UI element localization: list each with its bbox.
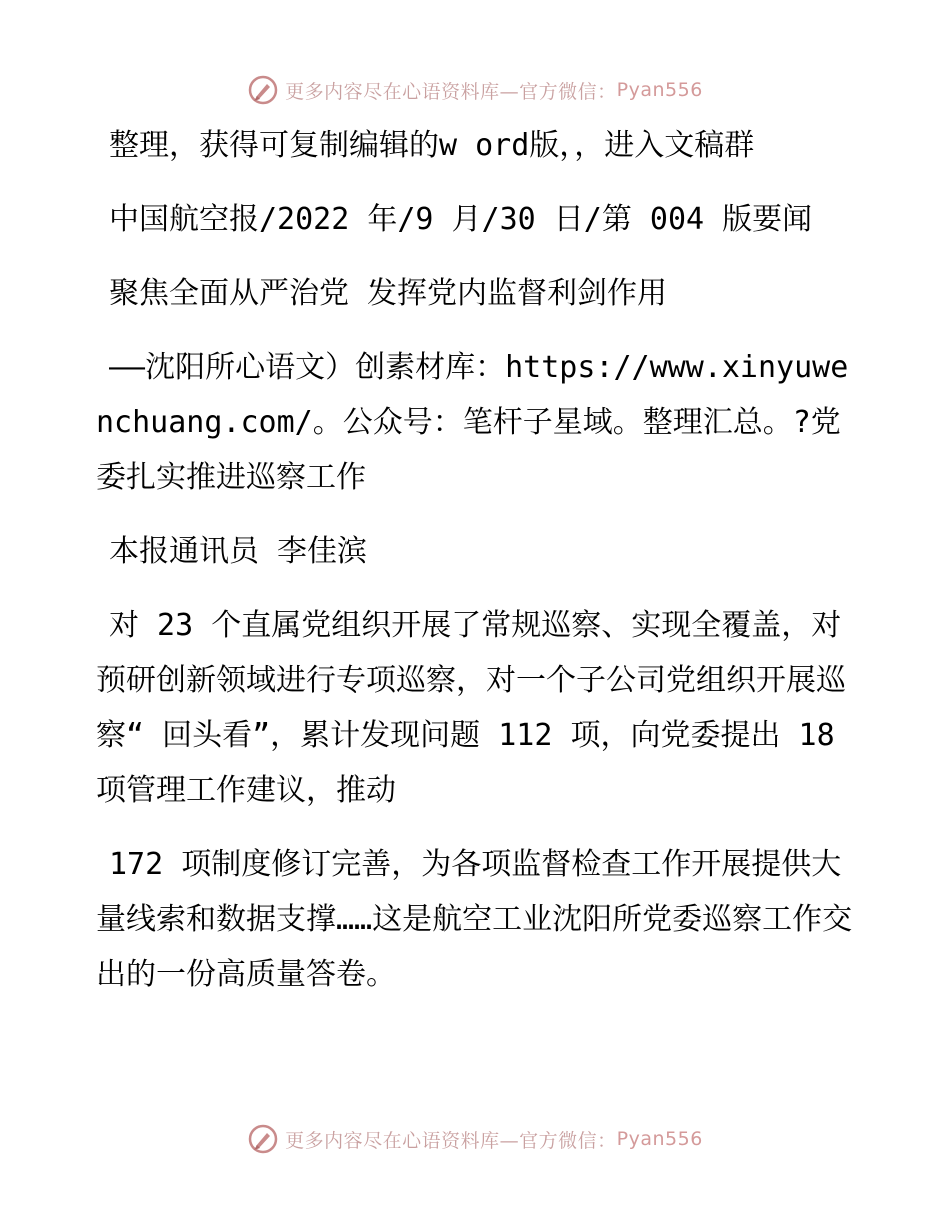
document-body [96,118,856,1021]
paragraph-body-2: 172 项制度修订完善，为各项监督检查工作开展提供大量线索和数据支撑……这是航空工业沈阳所党委巡察工作交出的一份高质量答卷。 [96,847,853,992]
watermark-wechat-id: Pyan556 [616,79,703,101]
paragraph-intro: 整理，获得可复制编辑的w ord版，，进入文稿群 [109,128,755,163]
paragraph-subheadline: ——沈阳所心语文）创素材库：https://www.xinyuwenchuang.com/。公众号：笔杆子星域。整理汇总。?党委扎实推进巡察工作 [96,350,849,495]
watermark-text: 更多内容尽在心语资料库—官方微信： [285,80,617,103]
paragraph-headline: 聚焦全面从严治党 发挥党内监督利剑作用 [109,276,668,311]
watermark-text: 更多内容尽在心语资料库—官方微信： [285,1129,617,1152]
pen-circle-icon [247,74,279,106]
pen-circle-icon [247,1123,279,1155]
footer-watermark [0,1119,950,1159]
paragraph-byline: 本报通讯员 李佳滨 [109,534,368,569]
watermark-wechat-id: Pyan556 [616,1128,703,1150]
paragraph-source: 中国航空报/2022 年/9 月/30 日/第 004 版要闻 [109,202,813,237]
paragraph-body-1: 对 23 个直属党组织开展了常规巡察、实现全覆盖，对预研创新领域进行专项巡察，对一个子公司党组织开展巡察“ 回头看”，累计发现问题 112 项，向党委提出 18 项管理工作建议，推动 [96,608,846,808]
header-watermark [0,70,950,110]
